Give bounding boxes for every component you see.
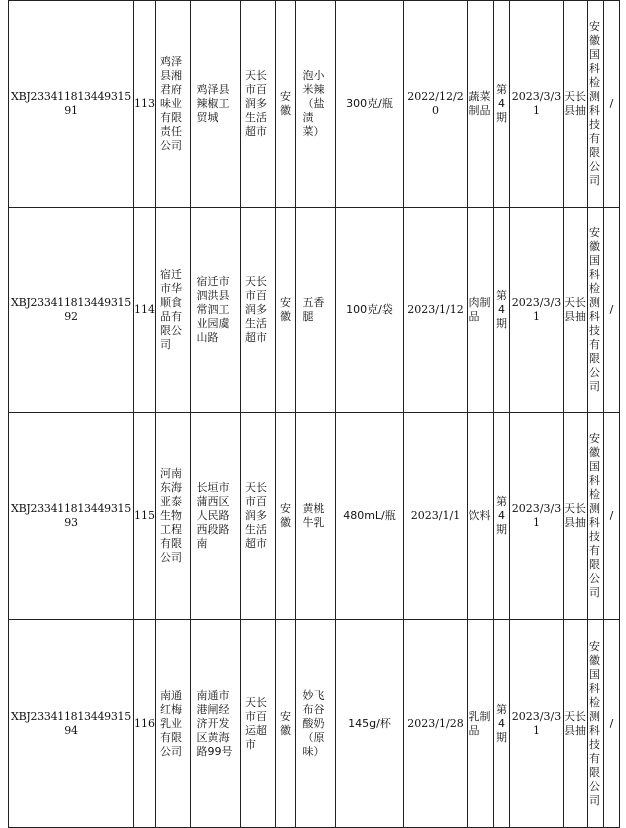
manufacturer-text: 宿迁市华顺食品有限公司	[160, 268, 182, 351]
category-cell	[468, 620, 494, 828]
province-text: 安徽	[280, 709, 291, 737]
testing-org-cell	[588, 413, 604, 620]
sampling-area-text: 天长县抽	[564, 90, 586, 117]
seq-cell: 116	[134, 620, 156, 828]
seq-cell: 115	[134, 413, 156, 620]
manufacturer-text: 河南东海亚泰生物工程有限公司	[160, 467, 182, 564]
spec-cell: 480mL/瓶	[336, 413, 404, 620]
sample-code-cell: XBJ23341181344931591	[9, 1, 134, 208]
remark-cell: /	[604, 620, 620, 828]
sampling-area-cell	[564, 1, 588, 208]
product-name-text: 黄桃牛乳	[302, 502, 325, 529]
product-name-text: 泡小米辣（盐渍菜）	[302, 69, 325, 138]
category-cell	[468, 1, 494, 208]
batch-text: 第4期	[496, 495, 507, 536]
sampled-unit-text: 天长市百润多生活超市	[245, 481, 267, 550]
product-name-cell	[296, 1, 336, 208]
sample-code-cell: XBJ23341181344931593	[9, 413, 134, 620]
sampling-area-cell	[564, 208, 588, 413]
table-row	[9, 620, 620, 828]
batch-cell	[494, 1, 510, 208]
province-text: 安徽	[280, 296, 291, 323]
sampled-unit-text: 天长市百润多生活超市	[245, 69, 267, 138]
batch-cell	[494, 413, 510, 620]
category-text: 肉制品	[468, 296, 491, 323]
manufacturer-address-cell	[191, 208, 241, 413]
production-date-cell: 2022/12/20	[404, 1, 468, 208]
sampled-unit-cell	[241, 1, 276, 208]
spec-cell: 145g/杯	[336, 620, 404, 828]
sample-code-cell: XBJ23341181344931592	[9, 208, 134, 413]
manufacturer-cell	[156, 620, 191, 828]
production-date-cell: 2023/1/1	[404, 413, 468, 620]
testing-org-text: 安徽国科检测科技有限公司	[589, 432, 600, 599]
manufacturer-address-text: 长垣市蒲西区人民路西段路南	[196, 481, 230, 550]
testing-org-text: 安徽国科检测科技有限公司	[589, 639, 600, 807]
category-cell	[468, 208, 494, 413]
batch-text: 第4期	[496, 702, 507, 744]
table-row	[9, 208, 620, 413]
remark-cell: /	[604, 413, 620, 620]
manufacturer-address-cell	[191, 413, 241, 620]
product-name-cell	[296, 620, 336, 828]
spec-cell: 300克/瓶	[336, 1, 404, 208]
manufacturer-cell	[156, 208, 191, 413]
manufacturer-address-text: 南通市港闸经济开发区黄海路99号	[196, 688, 233, 758]
manufacturer-address-text: 鸡泽县辣椒工贸城	[196, 83, 230, 124]
sampling-area-text: 天长县抽	[564, 296, 586, 323]
inspection-results-table	[8, 0, 620, 828]
sampled-unit-text: 天长市百润多生活超市	[245, 275, 267, 344]
province-cell	[276, 620, 296, 828]
sampling-area-text: 天长县抽	[564, 502, 586, 529]
manufacturer-address-text: 宿迁市泗洪县常泗工业园虞山路	[196, 275, 230, 344]
category-cell	[468, 413, 494, 620]
sampled-unit-text: 天长市百运超市	[245, 695, 267, 751]
announce-date-cell: 2023/3/31	[510, 413, 564, 620]
sampled-unit-cell	[241, 413, 276, 620]
manufacturer-cell	[156, 413, 191, 620]
seq-cell: 114	[134, 208, 156, 413]
sampling-area-text: 天长县抽	[564, 709, 586, 737]
production-date-cell: 2023/1/28	[404, 620, 468, 828]
manufacturer-address-cell	[191, 620, 241, 828]
testing-org-text: 安徽国科检测科技有限公司	[589, 226, 600, 393]
province-cell	[276, 208, 296, 413]
spec-cell: 100克/袋	[336, 208, 404, 413]
table-row	[9, 1, 620, 208]
product-name-text: 五香腿	[302, 296, 325, 323]
province-text: 安徽	[280, 90, 291, 117]
category-text: 乳制品	[468, 709, 491, 737]
remark-cell: /	[604, 1, 620, 208]
product-name-cell	[296, 413, 336, 620]
announce-date-cell: 2023/3/31	[510, 1, 564, 208]
batch-text: 第4期	[496, 289, 507, 330]
manufacturer-address-cell	[191, 1, 241, 208]
testing-org-cell	[588, 1, 604, 208]
manufacturer-text: 南通红梅乳业有限公司	[160, 688, 182, 758]
sampled-unit-cell	[241, 620, 276, 828]
province-text: 安徽	[280, 502, 291, 529]
product-name-text: 妙飞布谷酸奶（原味）	[302, 688, 325, 758]
testing-org-cell	[588, 208, 604, 413]
batch-cell	[494, 208, 510, 413]
sampling-area-cell	[564, 620, 588, 828]
seq-cell: 113	[134, 1, 156, 208]
manufacturer-cell	[156, 1, 191, 208]
table-row	[9, 413, 620, 620]
batch-cell	[494, 620, 510, 828]
testing-org-cell	[588, 620, 604, 828]
manufacturer-text: 鸡泽县湘君府味业有限责任公司	[160, 55, 182, 152]
category-text: 饮料	[468, 509, 491, 522]
sample-code-cell: XBJ23341181344931594	[9, 620, 134, 828]
product-name-cell	[296, 208, 336, 413]
batch-text: 第4期	[496, 83, 507, 124]
remark-cell: /	[604, 208, 620, 413]
announce-date-cell: 2023/3/31	[510, 620, 564, 828]
sampled-unit-cell	[241, 208, 276, 413]
announce-date-cell: 2023/3/31	[510, 208, 564, 413]
production-date-cell: 2023/1/12	[404, 208, 468, 413]
testing-org-text: 安徽国科检测科技有限公司	[589, 20, 600, 187]
province-cell	[276, 413, 296, 620]
province-cell	[276, 1, 296, 208]
category-text: 蔬菜制品	[468, 90, 491, 117]
sampling-area-cell	[564, 413, 588, 620]
